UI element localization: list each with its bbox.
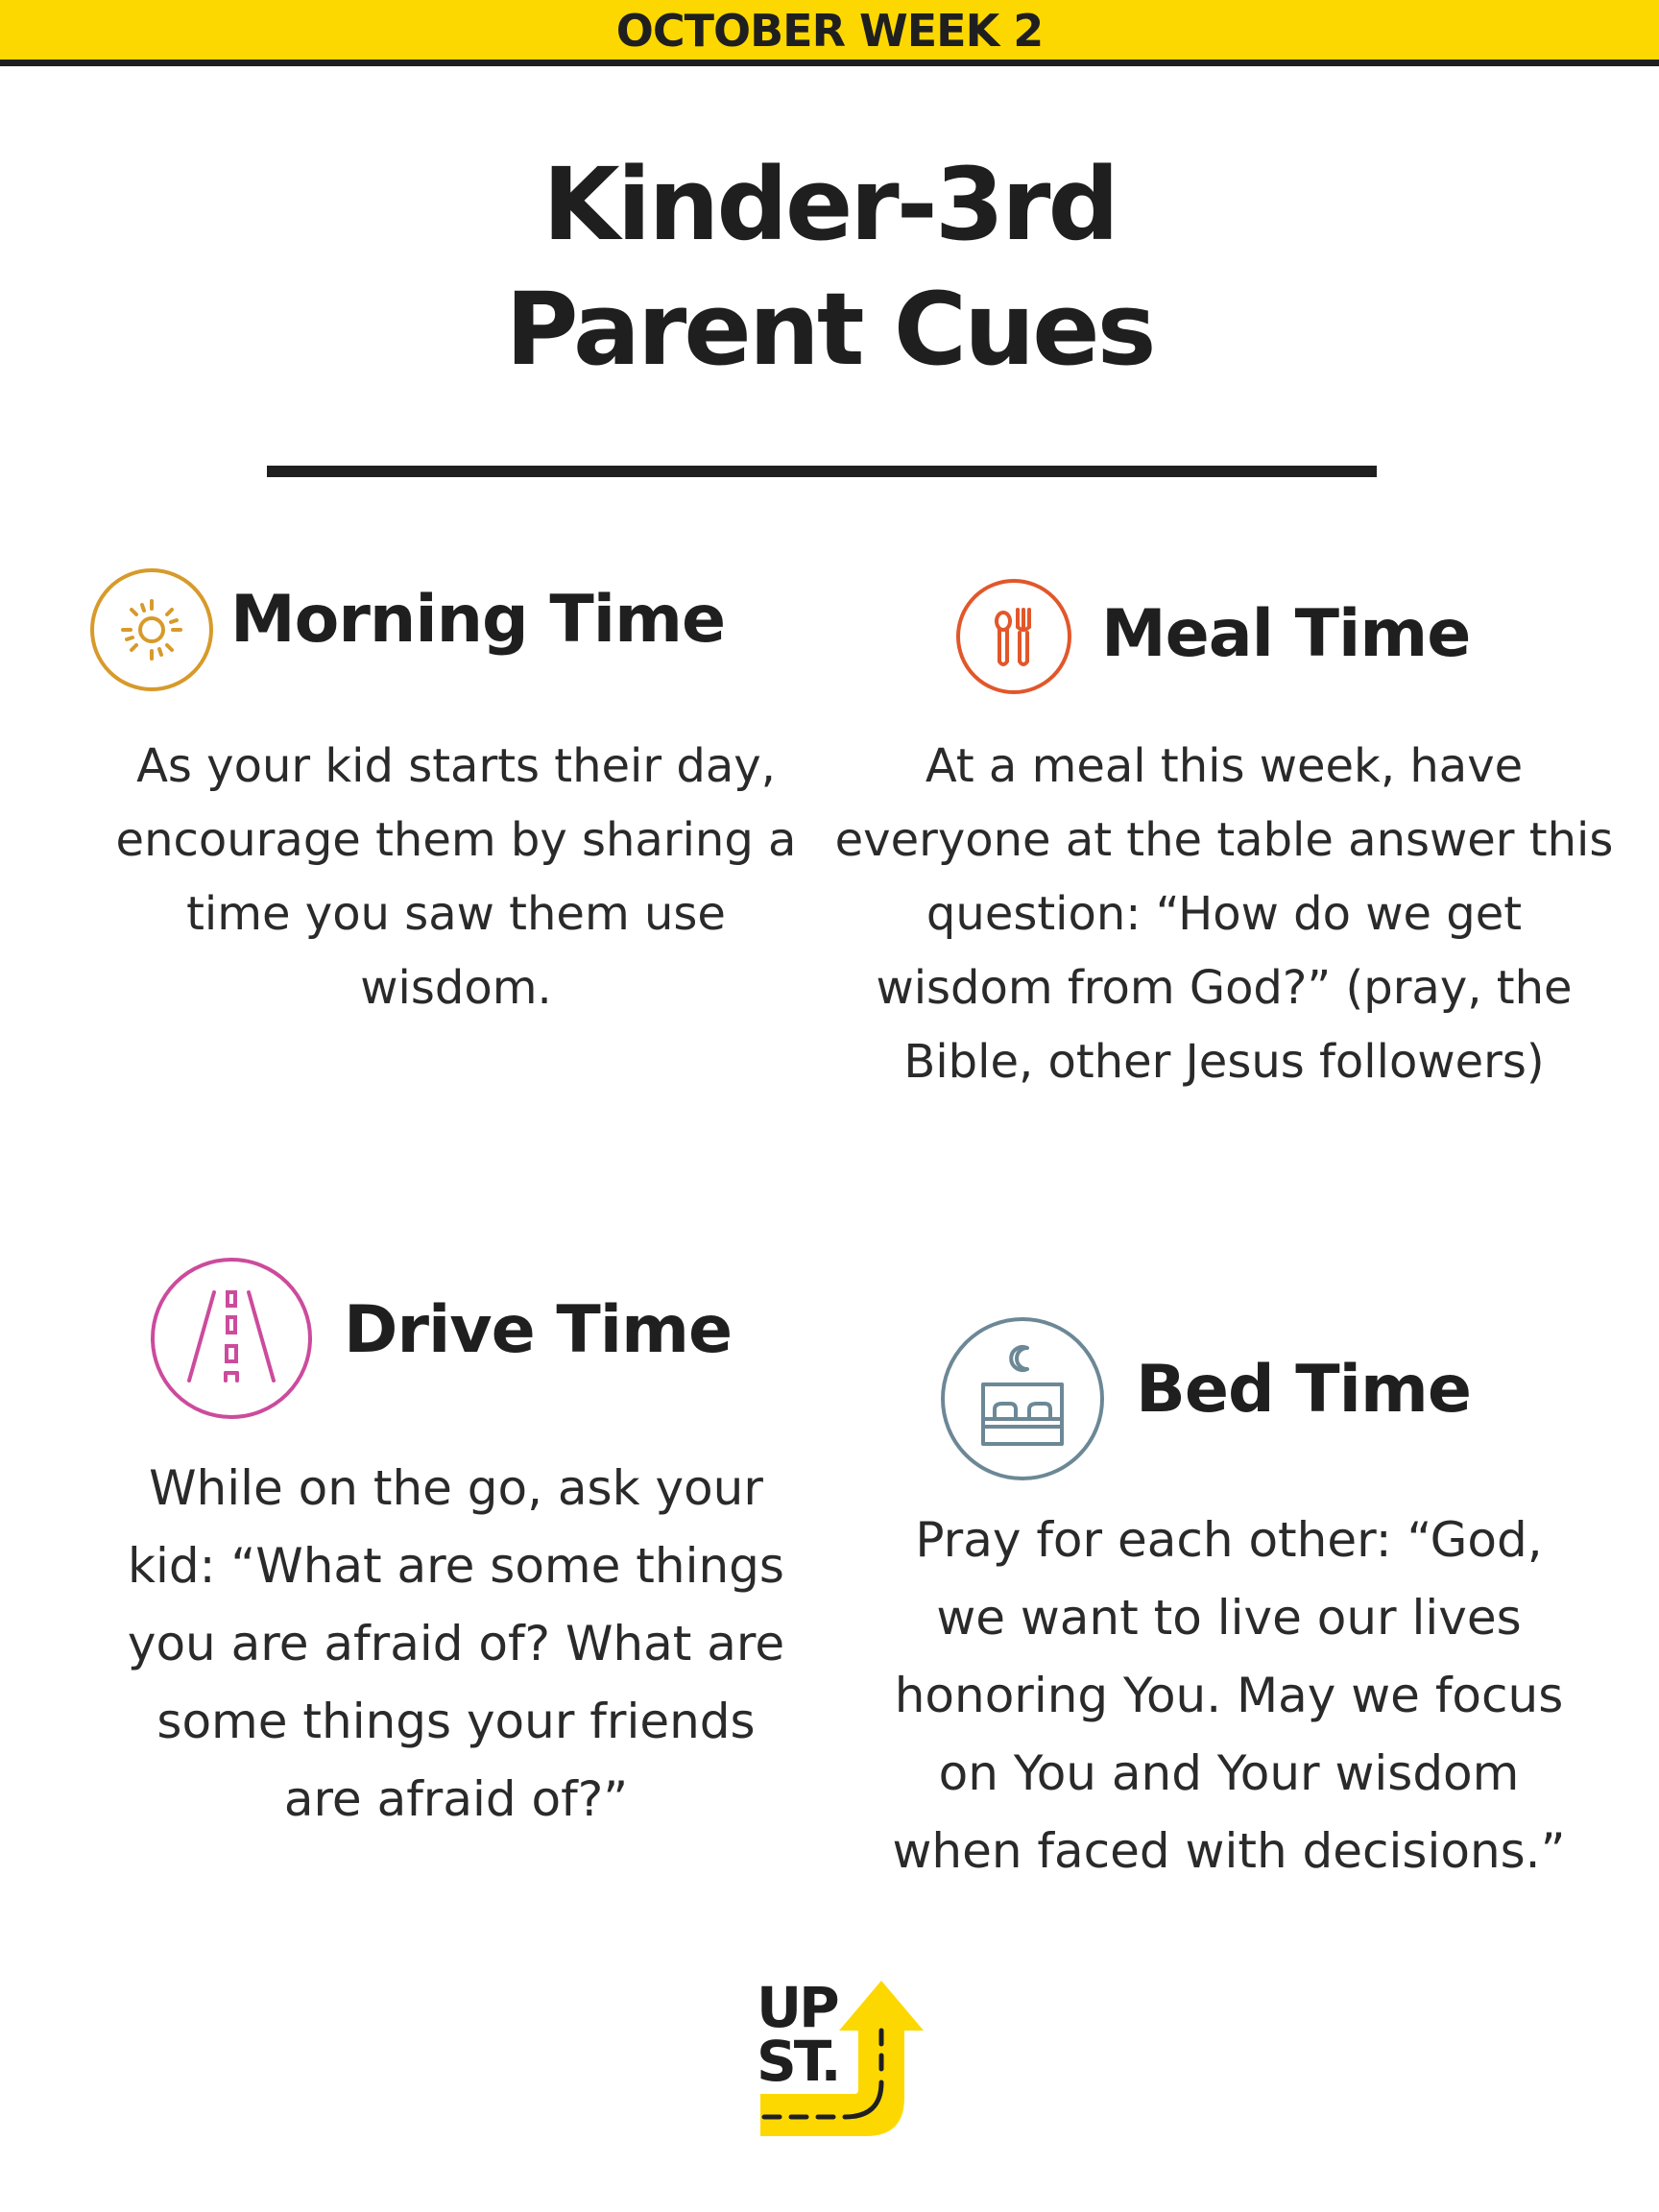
meal-time-heading: Meal Time <box>1101 596 1471 672</box>
road-icon <box>149 1256 314 1421</box>
morning-time-text: As your kid starts their day, encourage them by sharing a time you saw them use wisdom. <box>115 739 797 1015</box>
week-banner <box>0 0 1659 66</box>
bed-icon <box>939 1315 1106 1482</box>
upstreet-logo <box>751 1973 924 2151</box>
bed-time-heading: Bed Time <box>1136 1352 1471 1428</box>
logo-text-st: ST. <box>757 2029 839 2094</box>
drive-time-heading: Drive Time <box>344 1292 733 1368</box>
bed-time-text: Pray for each other: “God, we want to live our lives honoring You. May we focus on You and Your wisdom when faced with decisions.” <box>892 1512 1566 1879</box>
page-title <box>0 142 1659 392</box>
week-banner-label: OCTOBER WEEK 2 <box>615 5 1044 57</box>
sun-icon <box>88 566 215 693</box>
utensils-icon <box>954 577 1073 696</box>
meal-time-text: At a meal this week, have everyone at the table answer this question: “How do we get wisdom from God?” (pray, the Bible, other Jesus followers) <box>834 739 1614 1089</box>
page-title-line-1: Kinder-3rd <box>542 146 1117 263</box>
page-title-line-2: Parent Cues <box>505 271 1154 388</box>
logo-text-up: UP <box>757 1975 837 2040</box>
morning-time-heading: Morning Time <box>230 582 726 658</box>
title-divider <box>267 466 1377 477</box>
drive-time-text: While on the go, ask your kid: “What are some things you are afraid of? What are some things your friends are afraid of?” <box>127 1460 785 1827</box>
